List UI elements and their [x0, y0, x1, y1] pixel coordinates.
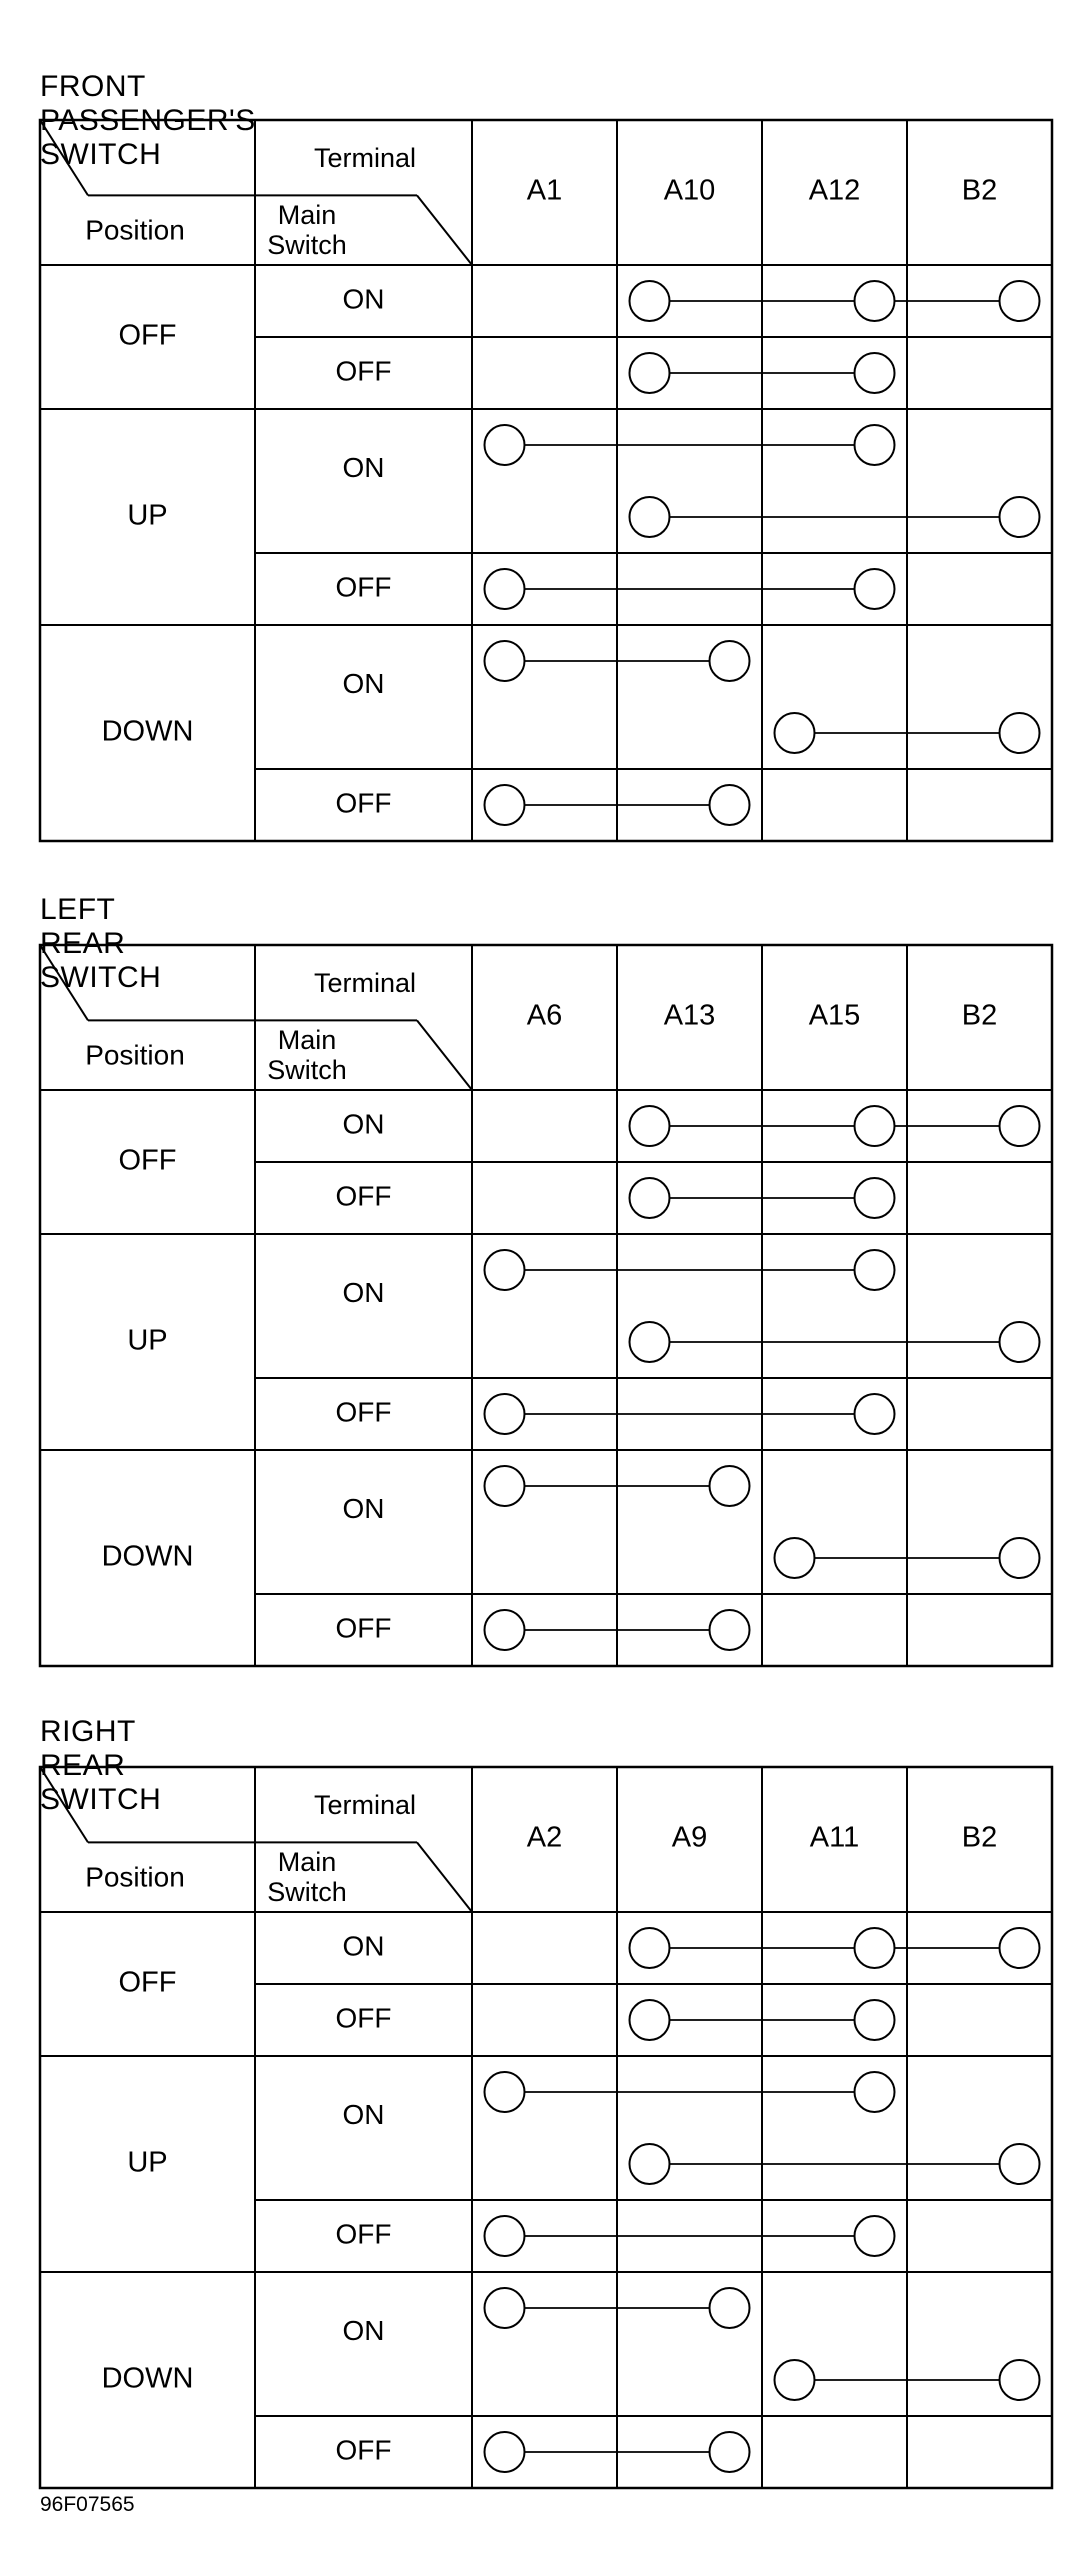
header-diagonal: [40, 1767, 88, 1842]
terminal-node: [485, 2072, 525, 2112]
table-title: FRONT PASSENGER'S SWITCH: [40, 70, 256, 171]
terminal-node: [855, 1178, 895, 1218]
terminal-node: [710, 641, 750, 681]
terminal-node: [485, 1466, 525, 1506]
terminal-node: [485, 1394, 525, 1434]
header-diagonal: [417, 1842, 472, 1912]
terminal-column-header: B2: [961, 1821, 998, 1854]
terminal-node: [630, 281, 670, 321]
switch-table: [0, 943, 1078, 1668]
terminal-node: [1000, 281, 1040, 321]
terminal-node: [855, 353, 895, 393]
main-switch-state: OFF: [335, 1396, 392, 1428]
main-switch-state: ON: [342, 1492, 385, 1524]
terminal-node: [710, 1610, 750, 1650]
main-switch-state: ON: [342, 1108, 385, 1140]
terminal-node: [630, 353, 670, 393]
position-label: UP: [127, 1324, 168, 1357]
table-body: [40, 120, 1052, 841]
terminal-node: [485, 641, 525, 681]
header-diagonal: [417, 195, 472, 265]
terminal-node: [855, 1394, 895, 1434]
terminal-node: [485, 569, 525, 609]
terminal-column-header: B2: [961, 174, 998, 207]
switch-table: [0, 118, 1078, 843]
position-header-label: Position: [85, 214, 185, 246]
terminal-node: [630, 497, 670, 537]
terminal-node: [485, 2216, 525, 2256]
main-switch-header-label: Main: [277, 1025, 337, 1056]
table-body: [40, 945, 1052, 1666]
terminal-column-header: A13: [663, 999, 716, 1032]
terminal-node: [775, 713, 815, 753]
main-switch-state: ON: [342, 2098, 385, 2130]
main-switch-header-label: Switch: [267, 230, 347, 261]
position-label: DOWN: [101, 715, 194, 748]
terminal-node: [855, 2000, 895, 2040]
terminal-node: [855, 425, 895, 465]
table-title: RIGHT REAR SWITCH: [40, 1715, 162, 1816]
position-header-label: Position: [85, 1861, 185, 1893]
main-switch-state: ON: [342, 1930, 385, 1962]
position-label: DOWN: [101, 1540, 194, 1573]
position-label: OFF: [118, 1144, 177, 1177]
main-switch-state: OFF: [335, 2218, 392, 2250]
terminal-node: [855, 281, 895, 321]
terminal-column-header: A6: [526, 999, 563, 1032]
terminal-node: [710, 2288, 750, 2328]
terminal-node: [855, 1106, 895, 1146]
terminal-node: [1000, 1106, 1040, 1146]
terminal-node: [855, 1928, 895, 1968]
table-title: LEFT REAR SWITCH: [40, 893, 162, 994]
terminal-node: [630, 1322, 670, 1362]
position-label: OFF: [118, 319, 177, 352]
main-switch-state: OFF: [335, 787, 392, 819]
terminal-node: [1000, 713, 1040, 753]
terminal-node: [485, 1610, 525, 1650]
terminal-column-header: A12: [808, 174, 861, 207]
header-diagonal: [417, 1020, 472, 1090]
terminal-node: [855, 2072, 895, 2112]
terminal-header-label: Terminal: [313, 1790, 417, 1821]
position-header-label: Position: [85, 1039, 185, 1071]
main-switch-state: OFF: [335, 571, 392, 603]
terminal-column-header: A15: [808, 999, 861, 1032]
terminal-node: [630, 2144, 670, 2184]
terminal-node: [630, 1178, 670, 1218]
main-switch-state: ON: [342, 451, 385, 483]
main-switch-state: OFF: [335, 2002, 392, 2034]
terminal-column-header: A9: [671, 1821, 708, 1854]
terminal-node: [1000, 1538, 1040, 1578]
terminal-node: [1000, 2144, 1040, 2184]
terminal-node: [485, 425, 525, 465]
terminal-column-header: A10: [663, 174, 716, 207]
main-switch-header-label: Switch: [267, 1055, 347, 1086]
terminal-column-header: B2: [961, 999, 998, 1032]
switch-table: [0, 1765, 1078, 2490]
terminal-node: [630, 2000, 670, 2040]
main-switch-header-label: Main: [277, 200, 337, 231]
terminal-column-header: A2: [526, 1821, 563, 1854]
main-switch-state: ON: [342, 2314, 385, 2346]
terminal-node: [485, 2288, 525, 2328]
main-switch-state: OFF: [335, 355, 392, 387]
header-diagonal: [40, 945, 88, 1020]
header-diagonal: [40, 120, 88, 195]
terminal-header-label: Terminal: [313, 143, 417, 174]
main-switch-state: ON: [342, 667, 385, 699]
terminal-node: [855, 569, 895, 609]
main-switch-state: ON: [342, 1276, 385, 1308]
position-label: UP: [127, 2146, 168, 2179]
terminal-column-header: A11: [809, 1821, 860, 1854]
terminal-header-label: Terminal: [313, 968, 417, 999]
position-label: DOWN: [101, 2362, 194, 2395]
terminal-node: [630, 1106, 670, 1146]
main-switch-state: ON: [342, 283, 385, 315]
main-switch-header-label: Main: [277, 1847, 337, 1878]
terminal-node: [710, 2432, 750, 2472]
terminal-node: [1000, 2360, 1040, 2400]
main-switch-state: OFF: [335, 1180, 392, 1212]
figure-code: 96F07565: [40, 2493, 135, 2516]
terminal-node: [1000, 1322, 1040, 1362]
terminal-node: [775, 2360, 815, 2400]
main-switch-state: OFF: [335, 2434, 392, 2466]
position-label: OFF: [118, 1966, 177, 1999]
terminal-node: [1000, 1928, 1040, 1968]
position-label: UP: [127, 499, 168, 532]
terminal-node: [855, 2216, 895, 2256]
terminal-node: [485, 2432, 525, 2472]
table-body: [40, 1767, 1052, 2488]
main-switch-header-label: Switch: [267, 1877, 347, 1908]
terminal-node: [1000, 497, 1040, 537]
terminal-column-header: A1: [526, 174, 563, 207]
terminal-node: [710, 785, 750, 825]
terminal-node: [855, 1250, 895, 1290]
terminal-node: [775, 1538, 815, 1578]
terminal-node: [485, 785, 525, 825]
terminal-node: [485, 1250, 525, 1290]
terminal-node: [630, 1928, 670, 1968]
main-switch-state: OFF: [335, 1612, 392, 1644]
terminal-node: [710, 1466, 750, 1506]
